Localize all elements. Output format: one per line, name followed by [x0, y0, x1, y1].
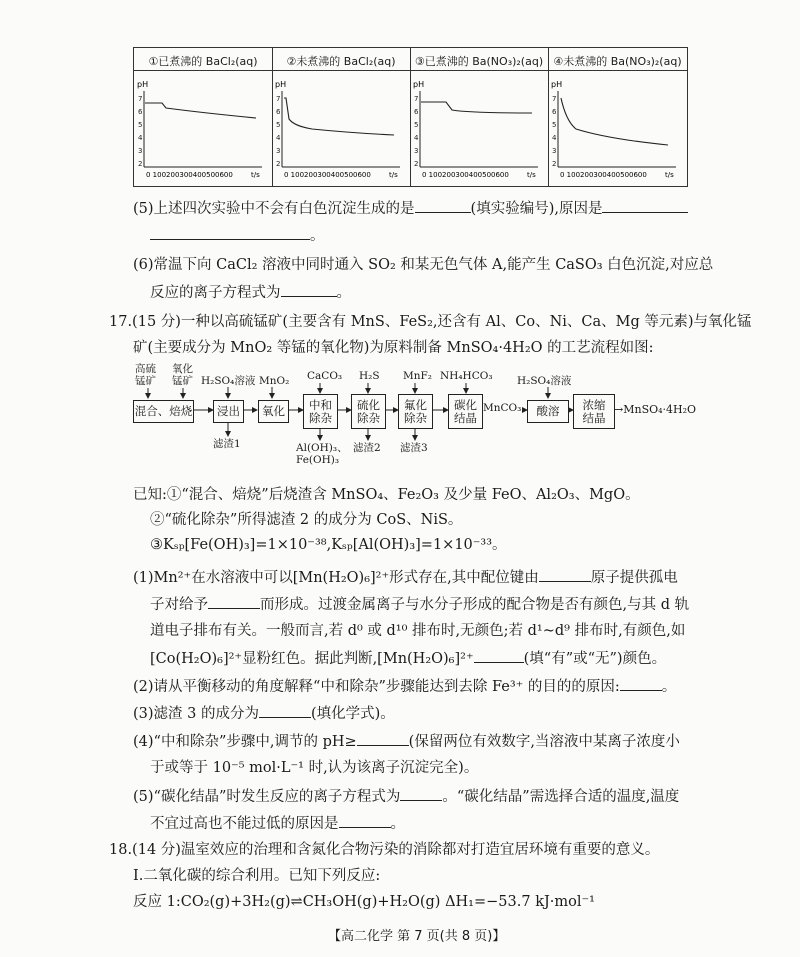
- input-mnf2: MnF₂: [403, 370, 433, 382]
- final-product: →MnSO₄·4H₂O: [614, 403, 697, 416]
- y-tick: 7: [276, 95, 281, 103]
- figure-cell-label: ③已煮沸的 Ba(NO₃)₂(aq): [414, 55, 544, 68]
- punct: 。: [390, 816, 405, 832]
- x-ticks: 0 100200300400500600: [284, 171, 371, 179]
- q16-part6-line1: (6)常温下向 CaCl₂ 溶液中同时通入 SO₂ 和某无色气体 A,能产生 CaSO₃ 白色沉淀,对应总: [133, 257, 714, 273]
- y-tick: 6: [552, 108, 557, 116]
- figure-cell-label: ④未煮沸的 Ba(NO₃)₂(aq): [553, 55, 682, 68]
- answer-blank[interactable]: [620, 676, 662, 691]
- input-sulfuric-acid-1: H₂SO₄溶液: [201, 375, 256, 387]
- step-leach: 浸出: [213, 400, 244, 423]
- q17-p5-text: (5)“碳化结晶”时发生反应的离子方程式为: [133, 789, 401, 805]
- q17-p1-text: (1)Mn²⁺在水溶液中可以[Mn(H₂O)₆]²⁺形式存在,其中配位键由: [133, 570, 539, 586]
- q17-p3: [133, 703, 395, 724]
- output-hydroxides: Al(OH)₃、 Fe(OH)₃: [296, 442, 348, 466]
- q17-p4-text: (保留两位有效数字,当溶液中某离子浓度小: [408, 734, 680, 750]
- x-unit: t/s: [527, 171, 536, 179]
- y-tick: 4: [276, 134, 281, 142]
- input-caco3: CaCO₃: [307, 370, 343, 382]
- q17-p3-text: (3)滤渣 3 的成分为: [133, 706, 259, 722]
- y-tick: 3: [414, 147, 419, 155]
- output-residue-2: 滤渣2: [353, 442, 381, 454]
- y-axis-label: pH: [551, 80, 563, 89]
- punct: 。: [336, 285, 351, 301]
- y-tick: 5: [138, 121, 143, 129]
- input-nh4hco3: NH₄HCO₃: [440, 370, 493, 382]
- step-fluoride-removal: 氟化 除杂: [398, 394, 433, 429]
- y-tick: 4: [552, 134, 557, 142]
- y-tick: 4: [138, 134, 143, 142]
- q17-p4-text: (4)“中和除杂”步骤中,调节的 pH≥: [133, 734, 357, 750]
- q17-p1-line2: [150, 594, 689, 615]
- input-oxidized-ore: 氧化 锰矿: [172, 363, 193, 387]
- x-unit: t/s: [665, 171, 674, 179]
- punct: 。: [310, 228, 325, 244]
- y-tick: 3: [138, 147, 143, 155]
- x-unit: t/s: [389, 171, 398, 179]
- x-unit: t/s: [251, 171, 260, 179]
- y-tick: 2: [414, 160, 419, 168]
- answer-blank[interactable]: [474, 648, 524, 663]
- q16-p5-text-b: (填实验编号),原因是: [470, 201, 603, 217]
- input-h2s: H₂S: [359, 370, 380, 382]
- q17-p1-text: (填“有”或“无”)颜色。: [523, 651, 667, 667]
- y-tick: 6: [138, 108, 143, 116]
- input-high-sulfur-ore: 高硫 锰矿: [135, 363, 156, 387]
- q17-p5-line1: [133, 786, 679, 807]
- punct: 。: [661, 679, 677, 695]
- step-concentrate-crystallize: 浓缩 结晶: [573, 394, 615, 429]
- q17-p2-text: (2)请从平衡移动的角度解释“中和除杂”步骤能达到去除 Fe³⁺ 的目的的原因:: [133, 679, 620, 695]
- answer-blank[interactable]: [539, 567, 591, 582]
- output-residue-3: 滤渣3: [400, 442, 428, 454]
- y-tick: 2: [138, 160, 143, 168]
- input-mno2: MnO₂: [259, 375, 290, 387]
- y-tick: 3: [552, 147, 557, 155]
- y-tick: 6: [276, 108, 281, 116]
- step-acid-dissolve: 酸溶: [527, 400, 569, 423]
- y-tick: 6: [414, 108, 419, 116]
- y-tick: 4: [414, 134, 419, 142]
- y-axis-label: pH: [413, 80, 425, 89]
- q17-p1-text: 子对给予: [150, 597, 208, 613]
- q16-p6-text: 反应的离子方程式为: [150, 285, 281, 301]
- q17-known-1: 已知:①“混合、焙烧”后烧渣含 MnSO₄、Fe₂O₃ 及少量 FeO、Al₂O₃、MgO。: [133, 487, 640, 503]
- output-residue-1: 滤渣1: [213, 438, 241, 450]
- step-mix-roast: 混合、焙烧: [133, 400, 194, 423]
- answer-blank[interactable]: [339, 813, 391, 828]
- x-ticks: 0 100200300400500600: [146, 171, 233, 179]
- q18-intro: 18.(14 分)温室效应的治理和含氮化合物污染的消除都对打造宜居环境有重要的意义。: [109, 842, 660, 858]
- page-footer: 【高二化学 第 7 页(共 8 页)】: [328, 929, 506, 944]
- y-tick: 3: [276, 147, 281, 155]
- q17-p1-line4: [150, 648, 666, 669]
- y-tick: 7: [552, 95, 557, 103]
- q17-known-2: ②“硫化除杂”所得滤渣 2 的成分为 CoS、NiS。: [150, 512, 463, 528]
- answer-blank[interactable]: [208, 594, 260, 609]
- y-tick: 2: [552, 160, 557, 168]
- x-ticks: 0 100200300400500600: [560, 171, 647, 179]
- q17-intro-line1: 17.(15 分)一种以高硫锰矿(主要含有 MnS、FeS₂,还含有 Al、Co、Ni、Ca、Mg 等元素)与氧化锰: [109, 314, 752, 330]
- y-tick: 5: [276, 121, 281, 129]
- q17-p2: [133, 676, 676, 697]
- step-neutralize: 中和 除杂: [303, 394, 338, 429]
- step-carbonate-crystallize: 碳化 结晶: [448, 394, 483, 429]
- answer-blank[interactable]: [259, 703, 311, 718]
- q17-p5-text: 。“碳化结晶”需选择合适的温度,温度: [442, 789, 680, 805]
- input-sulfuric-acid-2: H₂SO₄溶液: [517, 375, 572, 387]
- y-tick: 7: [414, 95, 419, 103]
- q18-section-1: Ⅰ.二氧化碳的综合利用。已知下列反应:: [133, 868, 381, 884]
- q16-p5-text-a: (5)上述四次实验中不会有白色沉淀生成的是: [133, 201, 415, 217]
- figure-cell-label: ①已煮沸的 BaCl₂(aq): [148, 55, 258, 68]
- q17-p3-text: (填化学式)。: [310, 706, 395, 722]
- y-tick: 5: [414, 121, 419, 129]
- y-tick: 2: [276, 160, 281, 168]
- step-oxidize: 氧化: [258, 400, 289, 423]
- x-ticks: 0 100200300400500600: [422, 171, 509, 179]
- figure-cell-label: ②未煮沸的 BaCl₂(aq): [286, 55, 396, 68]
- q17-p1-text: 原子提供孤电: [590, 570, 678, 586]
- intermediate-mnco3: MnCO₃: [483, 402, 522, 414]
- y-axis-label: pH: [275, 80, 287, 89]
- q17-p4-line2: 于或等于 10⁻⁵ mol·L⁻¹ 时,认为该离子沉淀完全)。: [150, 760, 479, 776]
- answer-blank[interactable]: [400, 786, 442, 801]
- q17-p1-line3: 道电子排布有关。一般而言,若 d⁰ 或 d¹⁰ 排布时,无颜色;若 d¹~d⁹ 排布时,有颜色,如: [150, 623, 686, 639]
- q17-known-3: ③Kₛₚ[Fe(OH)₃]=1×10⁻³⁸,Kₛₚ[Al(OH)₃]=1×10⁻³³。: [150, 537, 507, 553]
- q17-p4-line1: [133, 731, 680, 752]
- answer-blank[interactable]: [357, 731, 409, 746]
- q17-p1-line1: [133, 567, 678, 588]
- q17-p5-line2: [150, 813, 405, 834]
- q18-reaction-1: 反应 1:CO₂(g)+3H₂(g)⇌CH₃OH(g)+H₂O(g) ΔH₁=−53.7 kJ·mol⁻¹: [133, 894, 595, 910]
- q17-p1-text: [Co(H₂O)₆]²⁺显粉红色。据此判断,[Mn(H₂O)₆]²⁺: [150, 651, 474, 667]
- y-tick: 7: [138, 95, 143, 103]
- y-axis-label: pH: [137, 80, 149, 89]
- q17-intro-line2: 矿(主要成分为 MnO₂ 等锰的氧化物)为原料制备 MnSO₄·4H₂O 的工艺流程如图:: [133, 340, 654, 356]
- q17-p1-text: 而形成。过渡金属离子与水分子形成的配合物是否有颜色,与其 d 轨: [260, 597, 690, 613]
- step-sulfide-removal: 硫化 除杂: [351, 394, 386, 429]
- q17-p5-text: 不宜过高也不能过低的原因是: [150, 816, 339, 832]
- y-tick: 5: [552, 121, 557, 129]
